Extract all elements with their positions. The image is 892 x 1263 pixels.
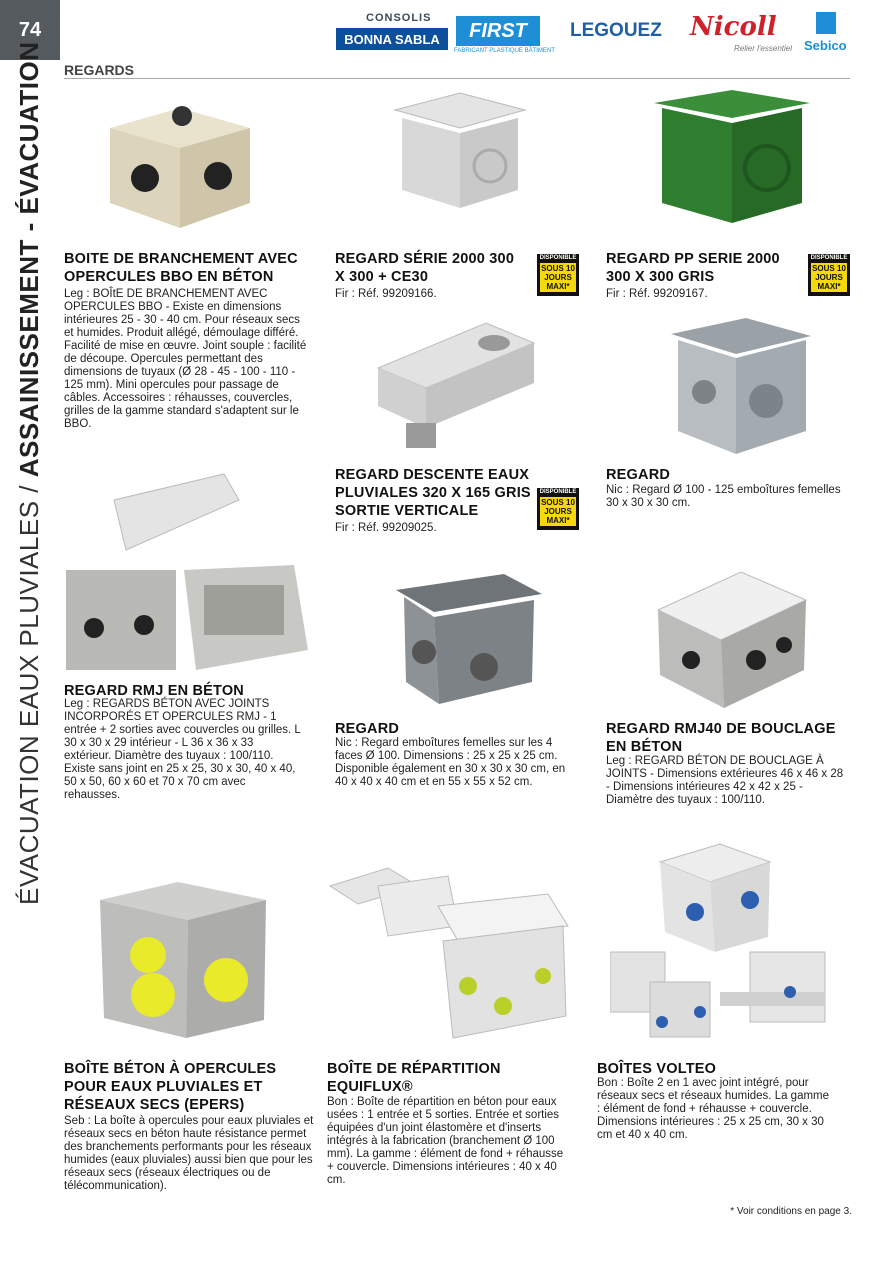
bbo-concrete-box-image xyxy=(100,88,260,238)
section-heading: REGARDS xyxy=(64,62,850,79)
product-desc-bbo: Leg : BOÎtE DE BRANCHEMENT AVEC OPERCULES BBO - Existe en dimensions intérieures 25 - 30 - 40 cm. Pour réseaux secs et humides. Produit allégé, démoulage différé. Facilité de mise en œuvre. Joint souple : facilité de découpe. Opercules permettant des dimensions de tuyaux (Ø 28 - 45 - 100 - 110 - 125 mm). Mini opercules pour passage de câbles. Accessoires : réhausses, couvercles, grilles de la gamme standard s'adaptent sur le BBO. xyxy=(64,288,307,430)
product-title-rmj40: REGARD RMJ40 DE BOUCLAGE EN BÉTON xyxy=(606,721,836,755)
descente-eaux-pluviales-image xyxy=(376,318,536,453)
product-title-regard-pp: REGARD PP SERIE 2000 300 X 300 GRIS xyxy=(606,251,780,285)
product-title-bbo: BOITE DE BRANCHEMENT AVEC OPERCULES BBO EN BÉTON xyxy=(64,251,298,285)
availability-badge: DISPONIBLE SOUS 10 JOURS MAXI* xyxy=(537,488,579,530)
product-desc-epers: Seb : La boîte à opercules pour eaux pluviales et réseaux secs en béton haute résistance permet des branchements performants pour les réseaux humides (eaux pluviales) aussi bien que pour les réseaux secs (réseaux électriques ou de télécommunication). xyxy=(64,1115,314,1192)
nicoll-logo: Nicoll xyxy=(690,12,777,42)
first-logo: FIRST xyxy=(456,16,540,46)
bonna-sabla-logo: BONNA SABLA xyxy=(336,28,448,50)
nicoll-tagline: Relier l'essentiel xyxy=(734,44,792,53)
availability-badge: DISPONIBLE SOUS 10 JOURS MAXI* xyxy=(808,254,850,296)
footnote: * Voir conditions en page 3. xyxy=(730,1206,852,1217)
product-title-epers: BOÎTE BÉTON À OPERCULES POUR EAUX PLUVIALES ET RÉSEAUX SECS (EPERS) xyxy=(64,1061,277,1113)
product-desc-rmj40: Leg : REGARD BÉTON DE BOUCLAGE À JOINTS - Dimensions extérieures 46 x 46 x 28 - Dimensions intérieures 42 x 42 x 25 - Diamètre des tuyaux : 100/110. xyxy=(606,755,844,806)
product-title-regard-2000: REGARD SÉRIE 2000 300 X 300 + CE30 xyxy=(335,251,515,285)
rmj-concrete-image xyxy=(64,470,310,676)
availability-badge: DISPONIBLE SOUS 10 JOURS MAXI* xyxy=(537,254,579,296)
product-desc-regard-nic-1: Nic : Regard Ø 100 - 125 emboîtures femelles 30 x 30 x 30 cm. xyxy=(606,484,841,509)
product-title-regard-nic-1: REGARD xyxy=(606,467,671,483)
product-desc-volteo: Bon : Boîte 2 en 1 avec joint intégré, pour réseaux secs et réseaux humides. La gamme : élément de fond + réhausse + couvercle. Dimensions intérieures : 25 x 25 cm, 30 x 30 cm et 40 x 40 cm. xyxy=(597,1077,830,1141)
first-logo-subtitle: FABRICANT PLASTIQUE BÂTIMENT xyxy=(454,48,555,54)
regard-nic-image xyxy=(394,572,544,707)
regard-pp-green-image xyxy=(652,88,812,228)
product-title-descente: REGARD DESCENTE EAUX PLUVIALES 320 X 165 GRIS SORTIE VERTICALE xyxy=(335,467,531,519)
epers-concrete-image xyxy=(98,880,268,1040)
side-title-bold: ASSAINISSEMENT - ÉVACUATION xyxy=(14,41,44,478)
regard-grey-image xyxy=(666,316,814,456)
equiflux-image xyxy=(328,866,572,1042)
product-title-volteo: BOÎTES VOLTEO xyxy=(597,1061,717,1077)
rmj40-concrete-image xyxy=(656,570,808,710)
regard-2000-image xyxy=(390,88,530,213)
page-number: 74 xyxy=(0,0,60,60)
sebico-logo: Sebico xyxy=(804,38,847,53)
volteo-image xyxy=(610,842,832,1042)
product-desc-rmj: Leg : REGARDS BÉTON AVEC JOINTS INCORPORÉS ET OPERCULES RMJ - 1 entrée + 2 sorties avec couvercles ou grilles. L 30 x 30 x 29 intérieur - L 36 x 36 x 33 extérieur. Diamètre des tuyaux : 100/110. Existe sans joint en 25 x 25, 30 x 30, 40 x 40, 50 x 50, 60 x 60 et 70 x 70 cm avec rehausses. xyxy=(64,698,301,801)
product-desc-regard-2000: Fir : Réf. 99209166. xyxy=(335,288,437,300)
sebico-mark-icon xyxy=(816,12,836,34)
product-desc-regard-nic-2: Nic : Regard emboîtures femelles sur les 4 faces Ø 100. Dimensions : 25 x 25 x 25 cm. Disponible également en 30 x 30 x 30 cm, en 40 x 40 x 40 cm et en 55 x 55 x 52 cm. xyxy=(335,737,566,788)
legouez-logo: LEGOUEZ xyxy=(570,20,662,41)
product-title-regard-nic-2: REGARD xyxy=(335,721,400,737)
brand-logos xyxy=(336,10,856,58)
product-desc-descente: Fir : Réf. 99209025. xyxy=(335,522,437,534)
product-desc-regard-pp: Fir : Réf. 99209167. xyxy=(606,288,708,300)
consolis-logo: CONSOLIS xyxy=(366,12,432,24)
product-title-rmj: REGARD RMJ EN BÉTON xyxy=(64,683,244,699)
side-title-light: ÉVACUATION EAUX PLUVIALES / xyxy=(14,477,44,905)
product-desc-equiflux: Bon : Boîte de répartition en béton pour eaux usées : 1 entrée et 5 sorties. Entrée et sorties équipées d'un joint élastomère et d'inserts intégrés à la fabrication (branchement Ø 100 mm). La gamme : élément de fond + réhausse + couvercle. Dimensions intérieures : 40 x 40 cm. xyxy=(327,1096,564,1186)
product-title-equiflux: BOÎTE DE RÉPARTITION EQUIFLUX® xyxy=(327,1061,501,1095)
